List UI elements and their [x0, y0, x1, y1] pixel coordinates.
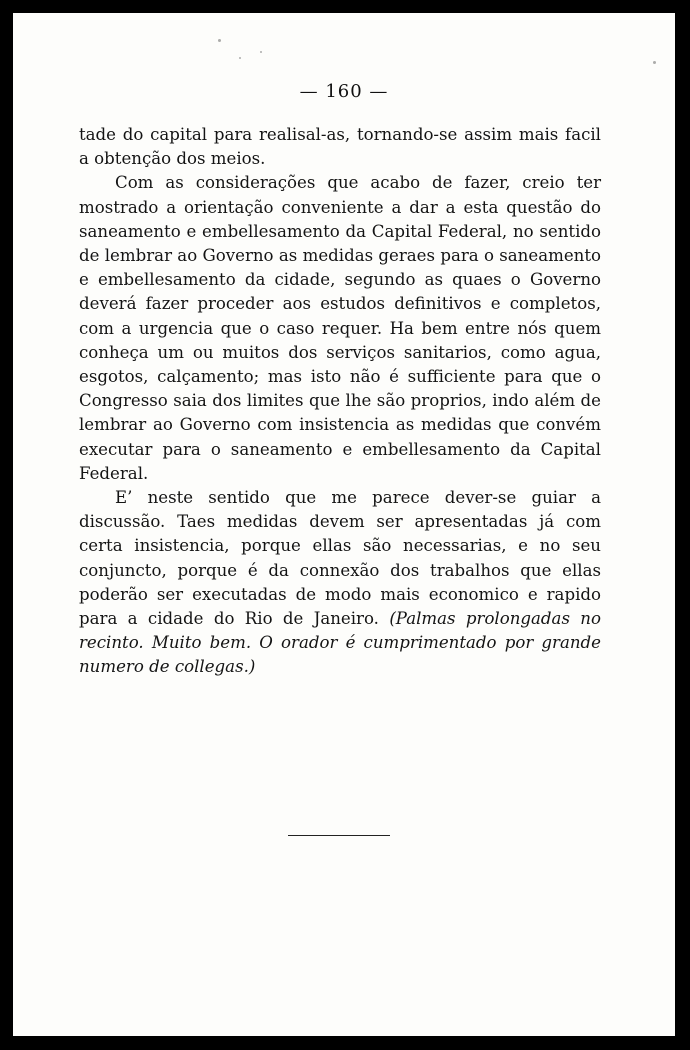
book-page	[13, 13, 675, 1036]
closing-rule	[288, 835, 390, 836]
paper-speck	[260, 51, 262, 53]
paper-speck	[218, 39, 221, 42]
paragraph-3-text: E’ neste sentido que me parece dever-se guiar a discussão. Taes medidas devem ser apresentadas já com certa insistencia, porque ellas são necessarias, e no seu conjuncto, porque é da connexão dos trabalhos que ellas poderão ser executadas de modo mais economico e rapido para a cidade do Rio de Janeiro.	[79, 488, 601, 629]
paragraph-3	[79, 486, 601, 680]
paragraph-1: tade do capital para realisal-as, tornando-se assim mais facil a obtenção dos meios.	[79, 125, 601, 169]
stage-direction: (Palmas prolongadas no recinto. Muito bem. O orador é cumprimentado por grande numero de collegas.)	[79, 609, 601, 677]
body-text	[79, 123, 601, 680]
paper-speck	[239, 57, 241, 59]
paper-speck	[653, 61, 656, 64]
paragraph-2: Com as considerações que acabo de fazer, creio ter mostrado a orientação conveniente a dar a esta questão do saneamento e embellesamento da Capital Federal, no sentido de lembrar ao Governo as medidas geraes para o saneamento e embellesamento da cidade, segundo as quaes o Governo deverá fazer proceder aos estudos definitivos e completos, com a urgencia que o caso requer. Ha bem entre nós quem conheça um ou muitos dos serviços sanitarios, como agua, esgotos, calçamento; mas isto não é sufficiente para que o Congresso saia dos limites que lhe são proprios, indo além de lembrar ao Governo com insistencia as medidas que convém executar para o saneamento e embellesamento da Capital Federal.	[79, 173, 601, 483]
page-number: — 160 —	[299, 81, 389, 102]
